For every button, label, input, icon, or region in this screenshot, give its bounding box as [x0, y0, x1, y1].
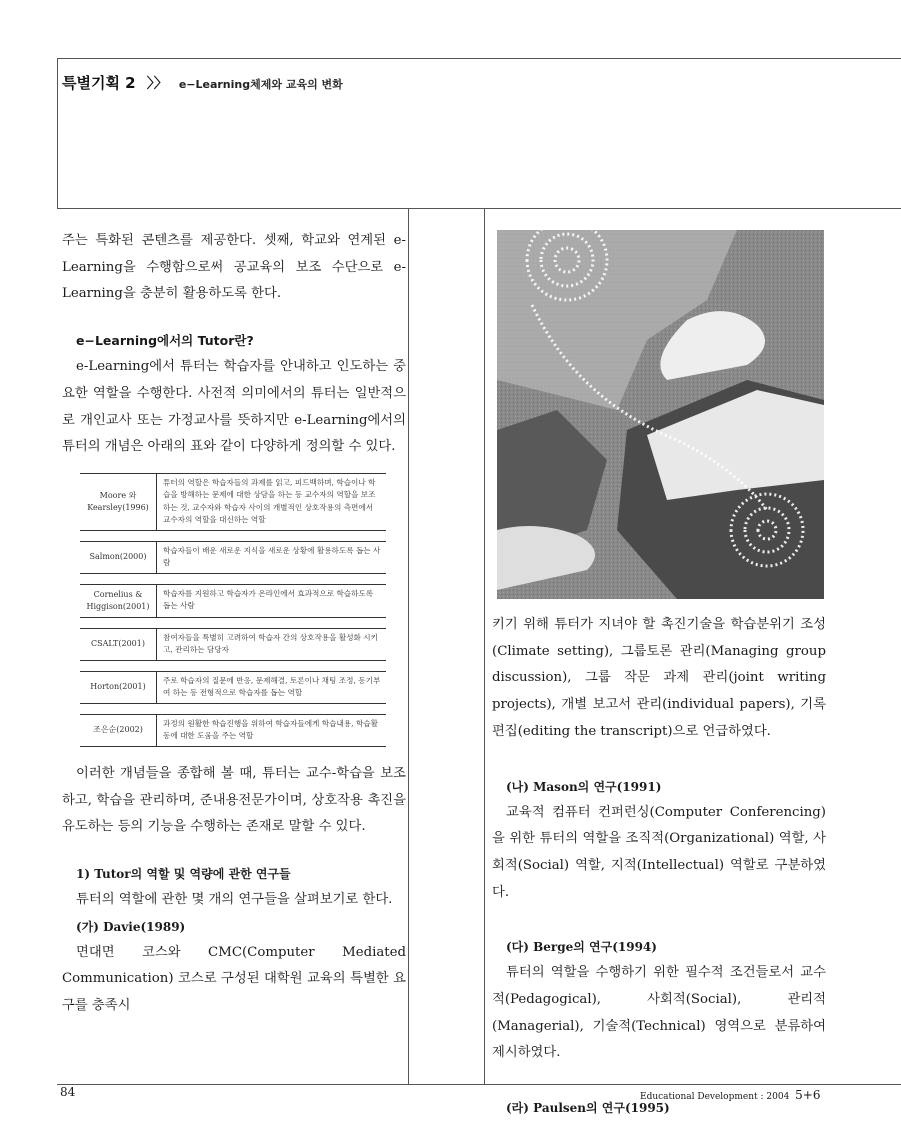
study-c-heading: (다) Berge의 연구(1994): [506, 940, 657, 955]
table-row: [80, 541, 386, 574]
footer-journal: [640, 1088, 821, 1102]
center-divider-right: [484, 208, 485, 1085]
header-bottom-rule: [57, 208, 901, 209]
definition-text: 참여자들을 특별히 고려하여 학습자 간의 상호작용을 활성화 시키고, 관리하는 담당자: [156, 629, 386, 660]
journal-name: Educational Development : 2004: [640, 1092, 790, 1102]
section-paragraph: e-Learning에서 튜터는 학습자를 안내하고 인도하는 중요한 역할을 수행한다. 사전적 의미에서의 튜터는 일반적으로 개인교사 또는 가정교사를 뜻하지만 e-Learning에서의 튜터의 개념은 아래의 표와 같이 다양하게 정의할 수 있다.: [62, 359, 406, 455]
definition-author: 조은순(2002): [93, 725, 143, 735]
continuation-paragraph: 키기 위해 튜터가 지녀야 할 촉진기술을 학습분위기 조성(Climate setting), 그룹토론 관리(Managing group discussion), 그룹 작문 과제 관리(joint writing projects), 개별 보고서 관리(individual papers), 기록 편집(editing the transcript)으로 언급하였다.: [492, 617, 826, 739]
center-divider-left: [408, 208, 409, 1085]
series-topic: e−Learning체제와 교육의 변화: [178, 78, 343, 91]
definition-author: Horton(2001): [90, 682, 146, 692]
table-row: [80, 473, 386, 531]
section-header: [62, 72, 343, 93]
subsection-paragraph: 튜터의 역할에 관한 몇 개의 연구들을 살펴보기로 한다.: [76, 892, 393, 908]
definitions-table: [80, 473, 386, 747]
separator-glyph: 〉〉: [146, 76, 168, 92]
study-a-heading: (가) Davie(1989): [76, 919, 186, 934]
study-c-paragraph: 튜터의 역할을 수행하기 위한 필수적 조건들로서 교수적(Pedagogical), 사회적(Social), 관리적(Managerial), 기술적(Technical) 영역으로 분류하여 제시하였다.: [492, 965, 826, 1061]
header-top-rule: [57, 58, 901, 59]
study-a-paragraph: 면대면 코스와 CMC(Computer Mediated Communication) 코스로 구성된 대학원 교육의 특별한 요구를 충족시: [62, 944, 406, 1014]
header-left-rule: [57, 58, 58, 208]
definition-text: 주로 학습자의 질문에 반응, 문제해결, 토론이나 채팅 조정, 동기부여 하는 등 전형적으로 학습자를 돕는 역할: [156, 672, 386, 703]
table-row: [80, 628, 386, 661]
definition-text: 튜터의 역할은 학습자들의 과제를 읽고, 피드백하며, 학습이나 학습을 방해하는 문제에 대한 상담을 하는 등 교수자의 역할을 보조하는 것, 교수자와 학습자 사이의 개별적인 상호작용의 측면에서 교수자의 역할을 대신하는 역할: [156, 474, 386, 530]
definition-author: CSALT(2001): [91, 639, 145, 649]
definition-author: Cornelius & Higgison(2001): [86, 589, 150, 611]
series-label: 특별기획 2: [62, 74, 136, 92]
right-column: [492, 612, 826, 1121]
definition-author: Salmon(2000): [89, 552, 147, 562]
summary-paragraph: 이러한 개념들을 종합해 볼 때, 튜터는 교수-학습을 보조하고, 학습을 관리하며, 준내용전문가이며, 상호작용 촉진을 유도하는 등의 기능을 수행하는 존재로 말할 수 있다.: [62, 765, 406, 835]
page-number: 84: [60, 1085, 76, 1099]
illustration-artwork: [497, 230, 824, 599]
issue-number: 5+6: [795, 1088, 821, 1102]
study-b-heading: (나) Mason의 연구(1991): [506, 779, 662, 794]
left-column: [62, 228, 406, 1020]
study-d-heading: (라) Paulsen의 연구(1995): [506, 1101, 670, 1116]
definition-text: 과정의 원활한 학습진행을 위하여 학습자들에게 학습내용, 학습활동에 대한 도움을 주는 역할: [156, 715, 386, 746]
definition-author: Moore 와 Kearsley(1996): [87, 490, 149, 512]
definition-text: 학습자를 지원하고 학습자가 온라인에서 효과적으로 학습하도록 돕는 사람: [156, 585, 386, 617]
section-heading: e−Learning에서의 Tutor란?: [76, 333, 254, 349]
study-b-paragraph: 교육적 컴퓨터 컨퍼런싱(Computer Conferencing)을 위한 튜터의 역할을 조직적(Organizational) 역할, 사회적(Social) 역할, 지적(Intellectual) 역할로 구분하였다.: [492, 804, 826, 900]
table-row: [80, 584, 386, 618]
subsection-heading: 1) Tutor의 역할 및 역량에 관한 연구들: [76, 867, 291, 882]
intro-paragraph: 주는 특화된 콘텐츠를 제공한다. 셋째, 학교와 연계된 e-Learning을 수행함으로써 공교육의 보조 수단으로 e-Learning을 충분히 활용하도록 한다.: [62, 233, 406, 302]
table-row: [80, 671, 386, 704]
table-row: [80, 714, 386, 747]
definition-text: 학습자들이 배운 새로운 지식을 새로운 상황에 활용하도록 돕는 사람: [156, 542, 386, 573]
